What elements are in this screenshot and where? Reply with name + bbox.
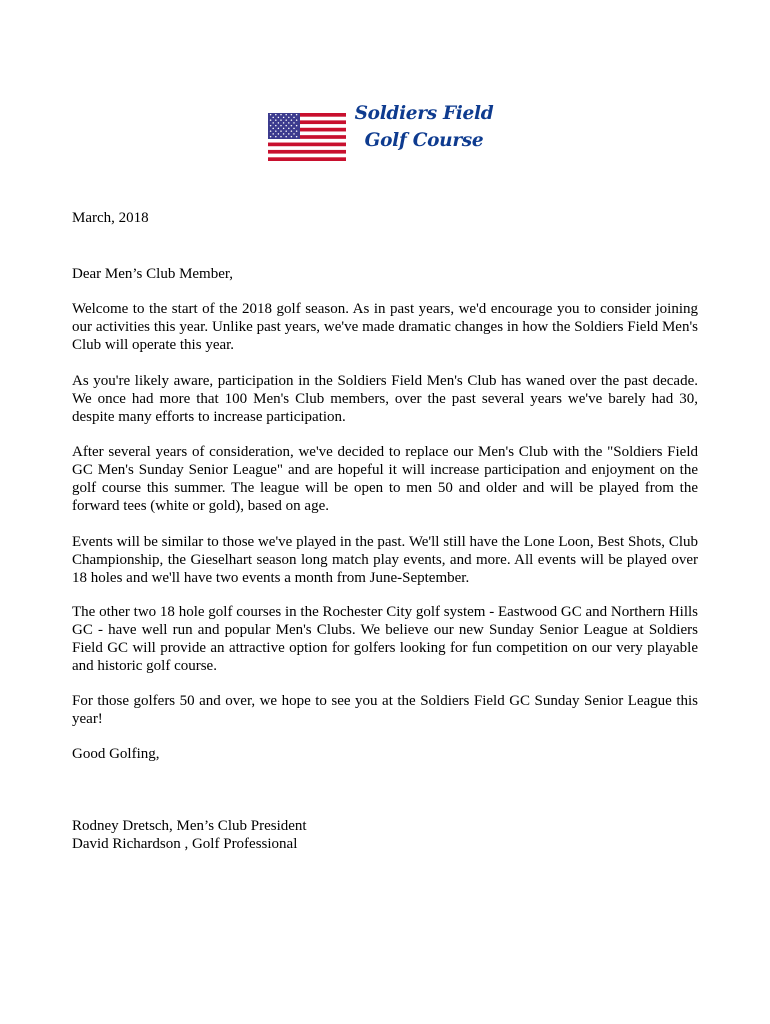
- flag-star: [296, 114, 298, 116]
- flag-star: [293, 133, 295, 135]
- flag-star: [278, 122, 280, 124]
- paragraph: The other two 18 hole golf courses in the Rochester City golf system - Eastwood GC and Northern Hills GC - have well run and popular Men's Clubs. We believe our new Sunday Senior League at Soldiers Field GC will provide an attractive option for golfers looking for fun competition on our very playable and historic golf course.: [72, 604, 698, 674]
- flag-star: [283, 122, 285, 124]
- flag-star: [275, 125, 277, 127]
- flag-star: [280, 130, 282, 132]
- flag-star: [291, 119, 293, 121]
- flag-star: [275, 119, 277, 121]
- flag-star: [270, 125, 272, 127]
- flag-star: [288, 122, 290, 124]
- american-flag-icon: [268, 113, 346, 161]
- flag-star: [291, 125, 293, 127]
- flag-star: [291, 136, 293, 138]
- title-line-2: Golf Course: [364, 130, 484, 151]
- flag-star: [270, 119, 272, 121]
- flag-star: [288, 133, 290, 135]
- flag-star: [285, 130, 287, 132]
- flag-star: [296, 125, 298, 127]
- letter-date: March, 2018: [72, 210, 149, 226]
- title-line-1: Soldiers Field: [354, 103, 494, 124]
- flag-star: [275, 130, 277, 132]
- flag-star: [272, 133, 274, 135]
- salutation: Dear Men’s Club Member,: [72, 266, 234, 282]
- flag-star: [285, 119, 287, 121]
- paragraph: For those golfers 50 and over, we hope to see you at the Soldiers Field GC Sunday Senior League this year!: [72, 693, 698, 727]
- flag-star: [275, 114, 277, 116]
- flag-star: [291, 114, 293, 116]
- flag-star: [293, 117, 295, 119]
- flag-star: [285, 136, 287, 138]
- flag-star: [272, 117, 274, 119]
- flag-stripe: [268, 150, 346, 154]
- paragraph: As you're likely aware, participation in the Soldiers Field Men's Club has waned over the past decade. We once had more that 100 Men's Club members, over the past several years we've barely had 30, despite many efforts to increase participation.: [72, 373, 698, 425]
- flag-star: [283, 117, 285, 119]
- flag-star: [270, 130, 272, 132]
- flag-star: [272, 122, 274, 124]
- flag-star: [293, 122, 295, 124]
- flag-star: [270, 136, 272, 138]
- flag-star: [291, 130, 293, 132]
- flag-star: [278, 133, 280, 135]
- flag-star: [283, 128, 285, 130]
- flag-star: [296, 130, 298, 132]
- flag-stripe: [268, 143, 346, 147]
- flag-star: [296, 136, 298, 138]
- flag-star: [278, 128, 280, 130]
- flag-star: [280, 119, 282, 121]
- flag-star: [278, 117, 280, 119]
- flag-star: [296, 119, 298, 121]
- flag-star: [288, 117, 290, 119]
- closing: Good Golfing,: [72, 746, 160, 762]
- flag-star: [285, 125, 287, 127]
- flag-star: [280, 125, 282, 127]
- flag-star: [280, 114, 282, 116]
- flag-star: [272, 128, 274, 130]
- flag-star: [280, 136, 282, 138]
- paragraph: After several years of consideration, we've decided to replace our Men's Club with the "Soldiers Field GC Men's Sunday Senior League" and are hopeful it will increase participation and enjoyment on the golf course this summer. The league will be open to men 50 and older and will be played from the forward tees (white or gold), based on age.: [72, 444, 698, 514]
- flag-star: [275, 136, 277, 138]
- paragraph: Welcome to the start of the 2018 golf season. As in past years, we'd encourage you to consider joining our activities this year. Unlike past years, we've made dramatic changes in how the Soldiers Field Men's Club will operate this year.: [72, 301, 698, 353]
- flag-star: [293, 128, 295, 130]
- flag-stripe: [268, 157, 346, 161]
- flag-star: [285, 114, 287, 116]
- flag-star: [283, 133, 285, 135]
- signature-line: Rodney Dretsch, Men’s Club President: [72, 818, 307, 834]
- flag-star: [288, 128, 290, 130]
- flag-star: [270, 114, 272, 116]
- letterhead-title: [352, 100, 496, 154]
- paragraph: Events will be similar to those we've played in the past. We'll still have the Lone Loon, Best Shots, Club Championship, the Gieselhart season long match play events, and more. All events will be played over 18 holes and we'll have two events a month from June-September.: [72, 534, 698, 586]
- signature-line: David Richardson , Golf Professional: [72, 836, 298, 852]
